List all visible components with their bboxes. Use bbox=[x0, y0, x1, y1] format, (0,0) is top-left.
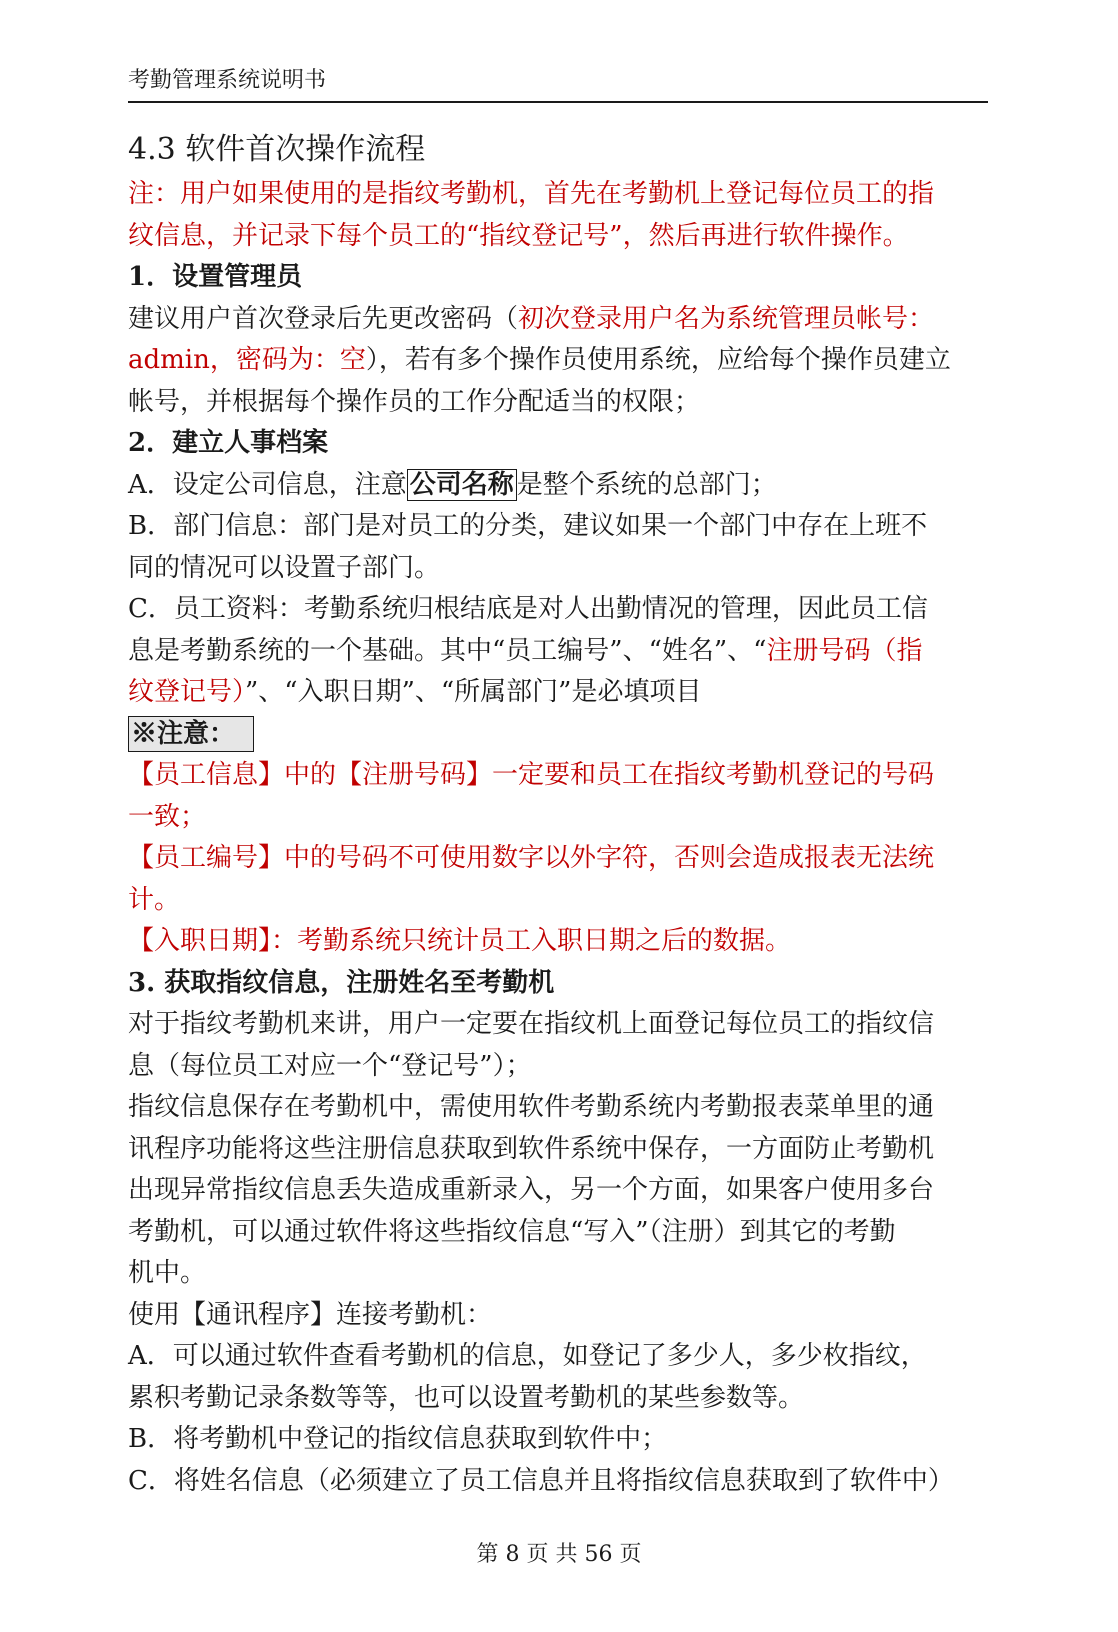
step3-para-3: 使用【通讯程序】连接考勤机： bbox=[128, 1299, 493, 1330]
step3-item-b: B．将考勤机中登记的指纹信息获取到软件中； bbox=[128, 1424, 668, 1454]
page-content bbox=[128, 126, 998, 1502]
attention-badge: ※注意： bbox=[128, 716, 254, 752]
step3-item-c: C．将姓名信息（必须建立了员工信息并且将指纹信息获取到了软件中） bbox=[128, 1465, 954, 1496]
step2-item-a bbox=[128, 465, 998, 507]
header-divider bbox=[128, 101, 988, 103]
step3-para-2-line-2: 讯程序功能将这些注册信息获取到软件系统中保存，一方面防止考勤机 bbox=[128, 1133, 935, 1164]
step3-para-2-line-4: 考勤机，可以通过软件将这些指纹信息“写入”（注册）到其它的考勤 bbox=[128, 1216, 896, 1247]
register-number-term: 注册号码（指 bbox=[766, 635, 923, 666]
attention-note-1-line-1: 【员工信息】中的【注册号码】一定要和员工在指纹考勤机登记的号码 bbox=[128, 760, 935, 790]
step3-para-2-line-3: 出现异常指纹信息丢失造成重新录入，另一个方面，如果客户使用多台 bbox=[128, 1175, 935, 1205]
attention-badge-row bbox=[128, 714, 998, 756]
step2-item-a-post: 是整个系统的总部门； bbox=[516, 469, 777, 500]
step2-item-c-line-3 bbox=[128, 672, 998, 714]
running-header: 考勤管理系统说明书 bbox=[128, 68, 327, 93]
step3-heading: 3. 获取指纹信息，注册姓名至考勤机 bbox=[128, 967, 555, 998]
page-footer: 第 8 页 共 56 页 bbox=[476, 1542, 642, 1567]
step2-item-c-line-2-text: 息是考勤系统的一个基础。其中“员工编号”、“姓名”、“ bbox=[128, 635, 767, 666]
step2-item-c-line-1: C．员工资料：考勤系统归根结底是对人出勤情况的管理，因此员工信 bbox=[128, 594, 928, 624]
intro-note-line-1: 注：用户如果使用的是指纹考勤机，首先在考勤机上登记每位员工的指 bbox=[128, 179, 935, 209]
step2-item-b-line-1: B．部门信息：部门是对员工的分类，建议如果一个部门中存在上班不 bbox=[128, 511, 928, 541]
step1-line-1-text: 建议用户首次登录后先更改密码（ bbox=[128, 303, 519, 334]
step2-heading: 2．建立人事档案 bbox=[128, 428, 329, 458]
attention-note-3: 【入职日期】：考勤系统只统计员工入职日期之后的数据。 bbox=[128, 926, 792, 956]
attention-note-2-line-2: 计。 bbox=[128, 884, 181, 915]
section-title: 4.3 软件首次操作流程 bbox=[128, 132, 426, 167]
register-number-term-cont: 纹登记号） bbox=[128, 677, 246, 707]
step1-line-1 bbox=[128, 299, 998, 341]
step2-item-a-pre: A．设定公司信息，注意 bbox=[128, 469, 407, 500]
step3-para-2-line-5: 机中。 bbox=[128, 1258, 207, 1288]
step2-item-c-line-2 bbox=[128, 631, 998, 673]
attention-note-1-line-2: 一致； bbox=[128, 801, 207, 832]
step1-line-2 bbox=[128, 340, 998, 382]
step3-item-a-line-2: 累积考勤记录条数等等，也可以设置考勤机的某些参数等。 bbox=[128, 1382, 805, 1413]
step3-para-1-line-2: 息（每位员工对应一个“登记号”）； bbox=[128, 1050, 532, 1081]
intro-note-line-2: 纹信息，并记录下每个员工的“指纹登记号”，然后再进行软件操作。 bbox=[128, 220, 909, 251]
step3-item-a-line-1: A．可以通过软件查看考勤机的信息，如登记了多少人，多少枚指纹， bbox=[128, 1341, 927, 1371]
step1-line-2-text: ），若有多个操作员使用系统，应给每个操作员建立 bbox=[365, 345, 951, 375]
attention-note-2-line-1: 【员工编号】中的号码不可使用数字以外字符，否则会造成报表无法统 bbox=[128, 843, 935, 873]
step3-para-2-line-1: 指纹信息保存在考勤机中，需使用软件考勤系统内考勤报表菜单里的通 bbox=[128, 1092, 935, 1122]
default-password-hint: admin，密码为：空 bbox=[128, 345, 366, 375]
step2-item-c-line-3-text: ”、“入职日期”、“所属部门”是必填项目 bbox=[245, 677, 702, 707]
step1-heading: 1．设置管理员 bbox=[128, 262, 303, 292]
default-account-hint: 初次登录用户名为系统管理员帐号： bbox=[518, 303, 935, 334]
company-name-boxed: 公司名称 bbox=[407, 469, 517, 501]
step3-para-1-line-1: 对于指纹考勤机来讲，用户一定要在指纹机上面登记每位员工的指纹信 bbox=[128, 1009, 935, 1039]
step2-item-b-line-2: 同的情况可以设置子部门。 bbox=[128, 552, 441, 583]
step1-line-3: 帐号，并根据每个操作员的工作分配适当的权限； bbox=[128, 386, 701, 417]
